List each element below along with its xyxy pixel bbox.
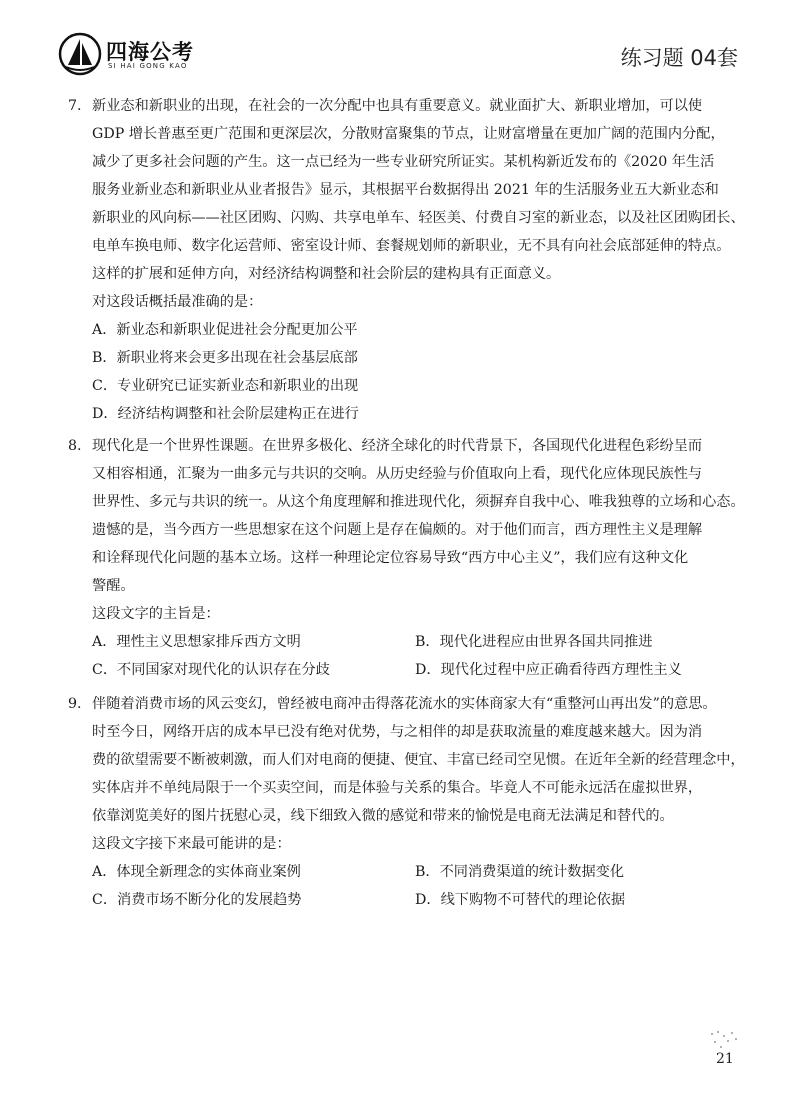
exercise-set-label: 练习题 04套 bbox=[620, 46, 738, 70]
stem-line: 警醒。 bbox=[92, 578, 135, 594]
answer-options bbox=[70, 628, 738, 684]
question-stem bbox=[70, 92, 745, 288]
question-number: 9. bbox=[68, 696, 82, 712]
option-d[interactable]: D．现代化过程中应正确看待西方理性主义 bbox=[415, 662, 682, 678]
option-a[interactable]: A．体现全新理念的实体商业案例 bbox=[92, 864, 301, 880]
stem-line: 这样的扩展和延伸方向，对经济结构调整和社会阶层的建构具有正面意义。 bbox=[92, 266, 561, 282]
stem-line: 实体店并不单纯局限于一个买卖空间，而是体验与关系的集合。毕竟人不可能永远活在虚拟世界， bbox=[92, 780, 703, 796]
stem-line: 现代化是一个世界性课题。在世界多极化、经济全球化的时代背景下，各国现代化进程色彩纷呈而 bbox=[92, 438, 703, 454]
stem-line: 又相容相通，汇聚为一曲多元与共识的交响。从历史经验与价值取向上看，现代化应体现民族性与 bbox=[92, 466, 703, 482]
stem-line: 服务业新业态和新职业从业者报告》显示，其根据平台数据得出 2021 年的生活服务业五大新业态和 bbox=[92, 182, 719, 198]
stem-line: 和诠释现代化问题的基本立场。这样一种理论定位容易导致“西方中心主义”，我们应有这种文化 bbox=[92, 550, 689, 566]
stem-line: 伴随着消费市场的风云变幻，曾经被电商冲击得落花流水的实体商家大有“重整河山再出发”的意思。 bbox=[92, 696, 717, 712]
stem-line: 时至今日，网络开店的成本早已没有绝对优势，与之相伴的却是获取流量的难度越来越大。因为消 bbox=[92, 724, 703, 740]
option-c[interactable]: C．专业研究已证实新业态和新职业的出现 bbox=[92, 378, 359, 394]
question-prompt: 这段文字的主旨是： bbox=[92, 606, 220, 622]
question-prompt: 这段文字接下来最可能讲的是： bbox=[92, 836, 291, 852]
question-prompt: 对这段话概括最准确的是： bbox=[92, 294, 263, 310]
option-d[interactable]: D．线下购物不可替代的理论依据 bbox=[415, 892, 626, 908]
option-c[interactable]: C．消费市场不断分化的发展趋势 bbox=[92, 892, 302, 908]
question-stem bbox=[70, 432, 745, 600]
option-b[interactable]: B．新职业将来会更多出现在社会基层底部 bbox=[92, 350, 358, 366]
option-b[interactable]: B．现代化进程应由世界各国共同推进 bbox=[415, 634, 653, 650]
page-number: 21 bbox=[716, 1051, 734, 1067]
option-b[interactable]: B．不同消费渠道的统计数据变化 bbox=[415, 864, 625, 880]
stem-line: 新职业的风向标——社区团购、闪购、共享电单车、轻医美、付费自习室的新业态，以及社区团购团长、 bbox=[92, 210, 745, 226]
stem-line: GDP 增长普惠至更广范围和更深层次，分散财富聚集的节点，让财富增量在更加广阔的范围内分配， bbox=[92, 126, 725, 142]
option-a[interactable]: A．理性主义思想家排斥西方文明 bbox=[92, 634, 301, 650]
sailboat-logo-icon bbox=[58, 32, 102, 76]
stem-line: 新业态和新职业的出现，在社会的一次分配中也具有重要意义。就业面扩大、新职业增加，可以使 bbox=[92, 98, 703, 114]
option-c[interactable]: C．不同国家对现代化的认识存在分歧 bbox=[92, 662, 330, 678]
question-7 bbox=[68, 92, 745, 428]
question-number: 7. bbox=[68, 98, 82, 114]
question-number: 8. bbox=[68, 438, 82, 454]
stem-line: 减少了更多社会问题的产生。这一点已经为一些专业研究所证实。某机构新近发布的《2020 年生活 bbox=[92, 154, 715, 170]
stem-line: 遗憾的是，当今西方一些思想家在这个问题上是存在偏颇的。对于他们而言，西方理性主义是理解 bbox=[92, 522, 703, 538]
question-stem bbox=[70, 690, 745, 830]
brand-logo bbox=[58, 32, 208, 80]
answer-options bbox=[70, 316, 738, 428]
stem-line: 世界性、多元与共识的统一。从这个角度理解和推进现代化，须摒弃自我中心、唯我独尊的立场和心态。 bbox=[92, 494, 745, 510]
stem-line: 费的欲望需要不断被刺激，而人们对电商的便捷、便宜、丰富已经司空见惯。在近年全新的经营理念中， bbox=[92, 752, 745, 768]
option-d[interactable]: D．经济结构调整和社会阶层建构正在进行 bbox=[92, 406, 359, 422]
option-a[interactable]: A．新业态和新职业促进社会分配更加公平 bbox=[92, 322, 358, 338]
question-8 bbox=[68, 432, 745, 684]
question-9 bbox=[68, 690, 745, 914]
logo-title: 四海公考 bbox=[106, 40, 194, 64]
logo-subtitle: SI HAI GONG KAO bbox=[108, 62, 188, 70]
stem-line: 电单车换电师、数字化运营师、密室设计师、套餐规划师的新职业，无不具有向社会底部延伸的特点。 bbox=[92, 238, 731, 254]
stem-line: 依靠浏览美好的图片抚慰心灵，线下细致入微的感觉和带来的愉悦是电商无法满足和替代的。 bbox=[92, 808, 674, 824]
answer-options bbox=[70, 858, 738, 914]
